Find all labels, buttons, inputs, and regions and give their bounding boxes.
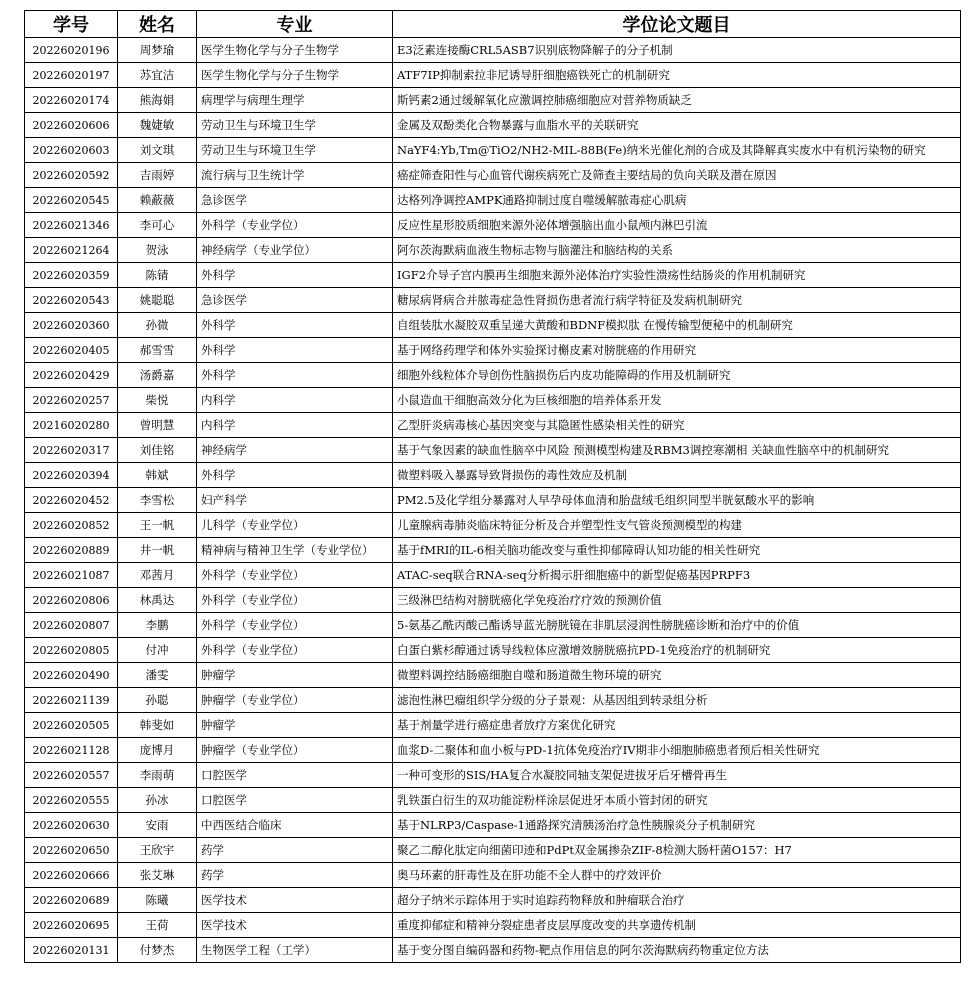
table-row [25,188,961,213]
name-cell: 陈锖 [118,263,197,288]
table-row [25,38,961,63]
major-cell: 内科学 [197,388,393,413]
major-cell: 外科学 [197,313,393,338]
major-cell: 神经病学 [197,438,393,463]
student-id-cell: 20226020543 [25,288,118,313]
student-id-cell: 20226020557 [25,763,118,788]
table-row [25,938,961,963]
major-cell: 外科学 [197,263,393,288]
major-cell: 外科学（专业学位） [197,613,393,638]
thesis-title-cell: 癌症筛查阳性与心血管代谢疾病死亡及筛查主要结局的负向关联及潜在原因 [393,163,961,188]
name-cell: 李鹏 [118,613,197,638]
student-id-cell: 20226020889 [25,538,118,563]
name-cell: 庞博月 [118,738,197,763]
name-cell: 王一帆 [118,513,197,538]
major-cell: 劳动卫生与环境卫生学 [197,113,393,138]
student-id-cell: 20226020592 [25,163,118,188]
student-id-cell: 20226020505 [25,713,118,738]
thesis-title-cell: 基于NLRP3/Caspase-1通路探究清胰汤治疗急性胰腺炎分子机制研究 [393,813,961,838]
thesis-title-cell: 乙型肝炎病毒核心基因突变与其隐匿性感染相关性的研究 [393,413,961,438]
table-row [25,888,961,913]
thesis-title-cell: ATF7IP抑制索拉非尼诱导肝细胞癌铁死亡的机制研究 [393,63,961,88]
major-cell: 外科学 [197,363,393,388]
major-cell: 流行病与卫生统计学 [197,163,393,188]
thesis-title-cell: NaYF4:Yb,Tm@TiO2/NH2-MIL-88B(Fe)纳米光催化剂的合成及其降解真实废水中有机污染物的研究 [393,138,961,163]
student-id-cell: 20226020555 [25,788,118,813]
table-row [25,288,961,313]
table-row [25,463,961,488]
major-cell: 外科学（专业学位） [197,638,393,663]
name-cell: 吉雨婷 [118,163,197,188]
table-row [25,263,961,288]
major-cell: 急诊医学 [197,288,393,313]
major-cell: 口腔医学 [197,763,393,788]
student-id-cell: 20226021264 [25,238,118,263]
student-id-cell: 20226020806 [25,588,118,613]
student-id-cell: 20226021087 [25,563,118,588]
name-cell: 孙微 [118,313,197,338]
header-major: 专业 [197,11,393,38]
thesis-title-cell: E3泛素连接酶CRL5ASB7识别底物降解子的分子机制 [393,38,961,63]
name-cell: 付冲 [118,638,197,663]
major-cell: 精神病与精神卫生学（专业学位） [197,538,393,563]
name-cell: 贺泳 [118,238,197,263]
table-body [25,38,961,963]
student-id-cell: 20226020174 [25,88,118,113]
student-id-cell: 20226020429 [25,363,118,388]
thesis-title-cell: 乳铁蛋白衍生的双功能淀粉样涂层促进牙本质小管封闭的研究 [393,788,961,813]
name-cell: 郝雪雪 [118,338,197,363]
student-id-cell: 20226020405 [25,338,118,363]
thesis-title-cell: 微塑料调控结肠癌细胞自噬和肠道微生物环境的研究 [393,663,961,688]
name-cell: 熊海娟 [118,88,197,113]
student-id-cell: 20226020490 [25,663,118,688]
thesis-title-cell: 自组装肽水凝胶双重呈递大黄酸和BDNF模拟肽 在慢传输型便秘中的机制研究 [393,313,961,338]
thesis-title-cell: 三级淋巴结构对膀胱癌化学免疫治疗疗效的预测价值 [393,588,961,613]
student-id-cell: 20226020131 [25,938,118,963]
name-cell: 林禹达 [118,588,197,613]
name-cell: 姚聪聪 [118,288,197,313]
name-cell: 赖蔽薇 [118,188,197,213]
thesis-title-cell: 基于fMRI的IL-6相关脑功能改变与重性抑郁障碍认知功能的相关性研究 [393,538,961,563]
table-row [25,663,961,688]
major-cell: 医学技术 [197,888,393,913]
name-cell: 柴悦 [118,388,197,413]
name-cell: 汤爵嘉 [118,363,197,388]
major-cell: 肿瘤学（专业学位） [197,688,393,713]
student-id-cell: 20226020695 [25,913,118,938]
table-row [25,163,961,188]
table-row [25,563,961,588]
major-cell: 外科学（专业学位） [197,563,393,588]
major-cell: 急诊医学 [197,188,393,213]
table-row [25,688,961,713]
table-row [25,713,961,738]
name-cell: 孙聪 [118,688,197,713]
major-cell: 外科学 [197,338,393,363]
student-id-cell: 20226020196 [25,38,118,63]
table-row [25,513,961,538]
name-cell: 潘雯 [118,663,197,688]
thesis-title-cell: 儿童腺病毒肺炎临床特征分析及合并塑型性支气管炎预测模型的构建 [393,513,961,538]
thesis-title-cell: 糖尿病肾病合并脓毒症急性肾损伤患者流行病学特征及发病机制研究 [393,288,961,313]
major-cell: 妇产科学 [197,488,393,513]
table-row [25,88,961,113]
thesis-title-cell: 达格列净调控AMPK通路抑制过度自噬缓解脓毒症心肌病 [393,188,961,213]
student-id-cell: 20226021128 [25,738,118,763]
student-id-cell: 20226020452 [25,488,118,513]
table-row [25,213,961,238]
name-cell: 韩斐如 [118,713,197,738]
thesis-title-cell: 反应性星形胶质细胞来源外泌体增强脑出血小鼠颅内淋巴引流 [393,213,961,238]
header-student-id: 学号 [25,11,118,38]
table-row [25,813,961,838]
table-row [25,388,961,413]
thesis-title-cell: 基于气象因素的缺血性脑卒中风险 预测模型构建及RBM3调控寒潮相 关缺血性脑卒中的机制研究 [393,438,961,463]
table-row [25,363,961,388]
table-row [25,538,961,563]
major-cell: 外科学（专业学位） [197,588,393,613]
student-id-cell: 20226020807 [25,613,118,638]
table-row [25,788,961,813]
thesis-list [24,10,960,963]
thesis-title-cell: 奥马环素的肝毒性及在肝功能不全人群中的疗效评价 [393,863,961,888]
thesis-title-cell: 重度抑郁症和精神分裂症患者皮层厚度改变的共享遗传机制 [393,913,961,938]
header-name: 姓名 [118,11,197,38]
name-cell: 李雪松 [118,488,197,513]
name-cell: 魏婕敏 [118,113,197,138]
thesis-title-cell: 细胞外线粒体介导创伤性脑损伤后内皮功能障碍的作用及机制研究 [393,363,961,388]
name-cell: 李可心 [118,213,197,238]
thesis-title-cell: 白蛋白紫杉醇通过诱导线粒体应激增效膀胱癌抗PD-1免疫治疗的机制研究 [393,638,961,663]
name-cell: 苏宜洁 [118,63,197,88]
table-row [25,863,961,888]
name-cell: 安雨 [118,813,197,838]
table-row [25,588,961,613]
student-id-cell: 20226020603 [25,138,118,163]
name-cell: 周梦瑜 [118,38,197,63]
student-id-cell: 20226020666 [25,863,118,888]
thesis-title-cell: 血浆D-二聚体和血小板与PD-1抗体免疫治疗IV期非小细胞肺癌患者预后相关性研究 [393,738,961,763]
name-cell: 邓茜月 [118,563,197,588]
header-thesis-title: 学位论文题目 [393,11,961,38]
table-row [25,63,961,88]
student-id-cell: 20226021346 [25,213,118,238]
student-id-cell: 20226020805 [25,638,118,663]
name-cell: 刘文琪 [118,138,197,163]
table-row [25,913,961,938]
thesis-title-cell: 超分子纳米示踪体用于实时追踪药物释放和肿瘤联合治疗 [393,888,961,913]
thesis-title-cell: 金属及双酚类化合物暴露与血脂水平的关联研究 [393,113,961,138]
thesis-title-cell: 斯钙素2通过缓解氧化应激调控肺癌细胞应对营养物质缺乏 [393,88,961,113]
table-row [25,238,961,263]
major-cell: 医学生物化学与分子生物学 [197,38,393,63]
thesis-title-cell: 一种可变形的SIS/HA复合水凝胶同轴支架促进拔牙后牙槽骨再生 [393,763,961,788]
thesis-title-cell: 基于变分图自编码器和药物-靶点作用信息的阿尔茨海默病药物重定位方法 [393,938,961,963]
major-cell: 生物医学工程（工学） [197,938,393,963]
table-row [25,838,961,863]
thesis-title-cell: 小鼠造血干细胞高效分化为巨核细胞的培养体系开发 [393,388,961,413]
student-id-cell: 20226020852 [25,513,118,538]
major-cell: 医学技术 [197,913,393,938]
major-cell: 病理学与病理生理学 [197,88,393,113]
name-cell: 孙冰 [118,788,197,813]
table-row [25,413,961,438]
major-cell: 肿瘤学（专业学位） [197,738,393,763]
major-cell: 劳动卫生与环境卫生学 [197,138,393,163]
student-id-cell: 20226021139 [25,688,118,713]
student-id-cell: 20226020317 [25,438,118,463]
table-row [25,438,961,463]
name-cell: 井一帆 [118,538,197,563]
table-row [25,613,961,638]
major-cell: 内科学 [197,413,393,438]
student-id-cell: 20226020545 [25,188,118,213]
thesis-title-cell: 5-氨基乙酰丙酸己酯诱导蓝光膀胱镜在非肌层浸润性膀胱癌诊断和治疗中的价值 [393,613,961,638]
table-row [25,763,961,788]
thesis-title-cell: 基于网络药理学和体外实验探讨槲皮素对膀胱癌的作用研究 [393,338,961,363]
name-cell: 曾明慧 [118,413,197,438]
student-id-cell: 20226020650 [25,838,118,863]
student-id-cell: 20226020689 [25,888,118,913]
thesis-title-cell: 聚乙二醇化肽定向细菌印迹和PdPt双金属掺杂ZIF-8检测大肠杆菌O157：H7 [393,838,961,863]
major-cell: 药学 [197,838,393,863]
major-cell: 肿瘤学 [197,663,393,688]
table-row [25,138,961,163]
table-row [25,113,961,138]
name-cell: 王欣宇 [118,838,197,863]
major-cell: 神经病学（专业学位） [197,238,393,263]
student-id-cell: 20226020360 [25,313,118,338]
student-id-cell: 20226020257 [25,388,118,413]
table-row [25,313,961,338]
thesis-title-cell: 基于剂量学进行癌症患者放疗方案优化研究 [393,713,961,738]
major-cell: 肿瘤学 [197,713,393,738]
major-cell: 医学生物化学与分子生物学 [197,63,393,88]
major-cell: 口腔医学 [197,788,393,813]
student-id-cell: 20226020359 [25,263,118,288]
thesis-title-cell: 微塑料吸入暴露导致肾损伤的毒性效应及机制 [393,463,961,488]
name-cell: 李雨萌 [118,763,197,788]
thesis-title-cell: 阿尔茨海默病血液生物标志物与脑灌注和脑结构的关系 [393,238,961,263]
major-cell: 外科学（专业学位） [197,213,393,238]
major-cell: 外科学 [197,463,393,488]
name-cell: 张艾琳 [118,863,197,888]
table-row [25,338,961,363]
student-id-cell: 20216020280 [25,413,118,438]
table-row [25,638,961,663]
name-cell: 陈曦 [118,888,197,913]
student-id-cell: 20226020197 [25,63,118,88]
student-id-cell: 20226020630 [25,813,118,838]
name-cell: 韩斌 [118,463,197,488]
name-cell: 付梦杰 [118,938,197,963]
thesis-title-cell: PM2.5及化学组分暴露对人早孕母体血清和胎盘绒毛组织同型半胱氨酸水平的影响 [393,488,961,513]
thesis-table [24,10,961,963]
thesis-title-cell: 滤泡性淋巴瘤组织学分级的分子景观：从基因组到转录组分析 [393,688,961,713]
major-cell: 药学 [197,863,393,888]
table-row [25,738,961,763]
major-cell: 儿科学（专业学位） [197,513,393,538]
thesis-title-cell: ATAC-seq联合RNA-seq分析揭示肝细胞癌中的新型促癌基因PRPF3 [393,563,961,588]
header-row [25,11,961,38]
name-cell: 王荷 [118,913,197,938]
thesis-title-cell: IGF2介导子宫内膜再生细胞来源外泌体治疗实验性溃疡性结肠炎的作用机制研究 [393,263,961,288]
student-id-cell: 20226020394 [25,463,118,488]
student-id-cell: 20226020606 [25,113,118,138]
table-row [25,488,961,513]
name-cell: 刘佳铭 [118,438,197,463]
major-cell: 中西医结合临床 [197,813,393,838]
